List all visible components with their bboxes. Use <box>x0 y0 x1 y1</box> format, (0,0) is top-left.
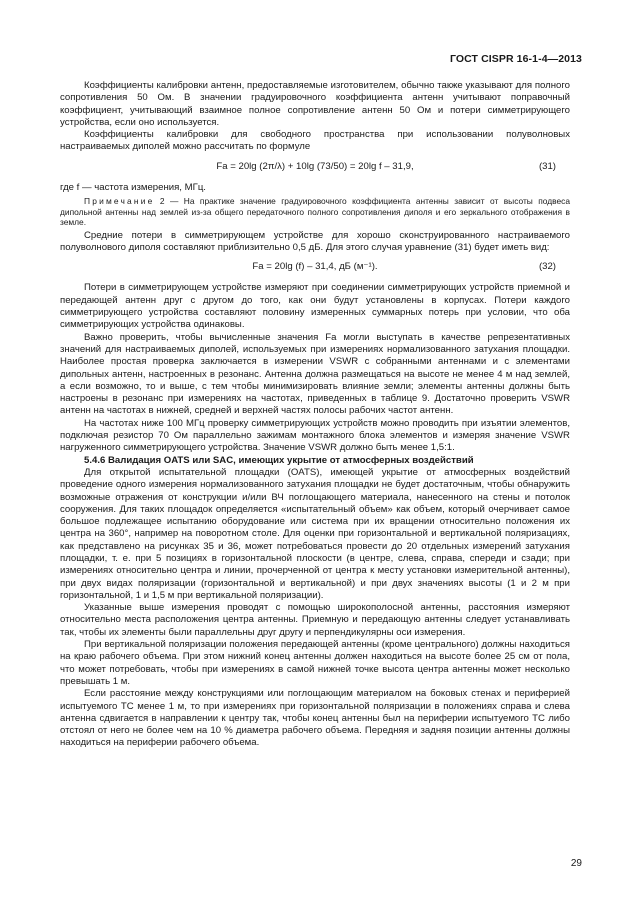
formula-31-expression: Fa = 20lg (2π/λ) + 10lg (73/50) = 20lg f – 31,9, <box>216 160 414 172</box>
paragraph-test-volume: Для открытой испытательной площадки (OATS), имеющей укрытие от атмосферных воздействий проведение одного измерения нормализованного затухания площадки не будет достаточным, чтобы обнаружить возможные отражения от конструкции и/или ВЧ поглощающего материала, нанесенного на стены и потолок сооружения. Для таких площадок определяется «испытательный объем» как объем, который очерчивает самое большое подлежащее испытанию оборудование или система при их вращении относительно положения их центра на 360°, например на поворотном столе. Для оценки при горизонтальной и вертикальной поляризациях, как представлено на рисунках 35 и 36, может потребоваться провести до 20 отдельных измерений затухания площадки, т. е. при 5 позициях в горизонтальной плоскости (в центре, слева, справа, спереди и сзади; при измерениях относительно центра и линии, прочерченной от центра к месту установки измерительной антенны), при двух видах поляризации (горизонтальной и вертикальной) и при двух значениях высоты (1 и 2 м при горизонтальной, 1 и 1,5 м при вертикальной поляризации). <box>60 466 570 601</box>
paragraph-balun-losses: Средние потери в симметрирующем устройстве для хорошо сконструированного настраиваемого полуволнового диполя составляют приблизительно 0,5 дБ. Для этого случая уравнение (31) будет иметь вид: <box>60 229 570 254</box>
note-label: Примечание <box>84 196 155 207</box>
formula-where-clause: где f — частота измерения, МГц. <box>60 181 206 193</box>
formula-31 <box>60 161 570 175</box>
page-number: 29 <box>570 858 582 869</box>
formula-32-number: (32) <box>538 261 556 273</box>
paragraph-low-frequency-check: На частотах ниже 100 МГц проверку симметрирующих устройств можно проводить при изъятии элементов, подключая резистор 70 Ом параллельно зажимам монтажного блока элементов и измеряя значение VSWR нагруженного симметрирующего устройства. Значение VSWR должно быть менее 1,5:1. <box>60 417 570 454</box>
note-2 <box>60 196 570 228</box>
formula-32-expression: Fa = 20lg (f) – 31,4, дБ (м⁻¹). <box>252 261 378 273</box>
formula-31-number: (31) <box>538 160 556 172</box>
paragraph-vswr-check: Важно проверить, чтобы вычисленные значения Fa могли выступать в качестве репрезентативных значений для настраиваемых диполей, используемых при измерениях нормализованного затухания площадки. Наиболее простая проверка заключается в измерении VSWR с собранными антеннами и с элементами дипольных антенн, настроенных в резонанс. Антенна должна размещаться на высоте не менее 4 м над землей, а если возможно, то и выше, с тем чтобы минимизировать влияние земли; элементы антенны должны быть настроены в резонанс при измерениях на частотах, приведенных в таблице 9. Достаточно проверить VSWR антенн на частотах в нижней, средней и верхней частях полосы рабочих частот антенн. <box>60 331 570 417</box>
section-heading-5-4-6: 5.4.6 Валидация OATS или SAC, имеющих укрытие от атмосферных воздействий <box>84 454 474 466</box>
document-standard-id: ГОСТ CISPR 16-1-4—2013 <box>449 53 582 65</box>
paragraph-calibration-factors: Коэффициенты калибровки антенн, предоставляемые изготовителем, обычно также указывают для полного сопротивления 50 Ом. В значении градуировочного коэффициента антенн учитывают поправочный коэффициент, учитывающий взаимное полное сопротивление антенн 50 Ом и потери симметрирующего устройства, если оно используется. <box>60 80 570 128</box>
paragraph-periphery-distance: Если расстояние между конструкциями или поглощающим материалом на боковых стенах и периферией испытуемого ТС менее 1 м, то при измерениях при горизонтальной поляризации в положениях справа и слева антенна сдвигается в направлении к центру так, чтобы конец антенны был на периферии испытуемого ТС либо отстоял от него не более чем на 10 % диаметра рабочего объема. Передняя и задняя позиции антенны должны находиться на периферии рабочего объема. <box>60 688 570 749</box>
paragraph-free-space-factors: Коэффициенты калибровки для свободного пространства при использовании полуволновых настраиваемых диполей можно рассчитать по формуле <box>60 129 570 153</box>
paragraph-balun-measurement: Потери в симметрирующем устройстве измеряют при соединении симметрирующих устройств приемной и передающей антенн друг с другом до того, как они будут установлены в корпусах. Потери каждого симметрирующего устройства составляют половину измеренных суммарных потерь при условии, что оба симметрирующих устройства одинаковы. <box>60 282 570 331</box>
note-text: 2 — На практике значение градуировочного коэффициента антенны зависит от высоты подвеса дипольной антенны над землей из-за общего передаточного полного сопротивления диполя и его зеркального отображения в земле. <box>60 196 570 228</box>
document-body <box>60 80 570 750</box>
paragraph-broadband-antenna: Указанные выше измерения проводят с помощью широкополосной антенны, расстояния измеряют относительно места расположения центра антенны. Приемную и передающую антенны следует устанавливать так, чтобы их элементы были параллельны друг другу и перпендикулярны оси измерения. <box>60 602 570 638</box>
paragraph-vertical-polarization: При вертикальной поляризации положения передающей антенны (кроме центрального) должны находиться на краю рабочего объема. При этом нижний конец антенны должен находиться на высоте более 25 см от пола, что может потребовать, чтобы при измерениях в самой нижней точке высота центра антенны может несколько превышать 1 м. <box>60 639 570 687</box>
formula-32 <box>60 261 570 275</box>
